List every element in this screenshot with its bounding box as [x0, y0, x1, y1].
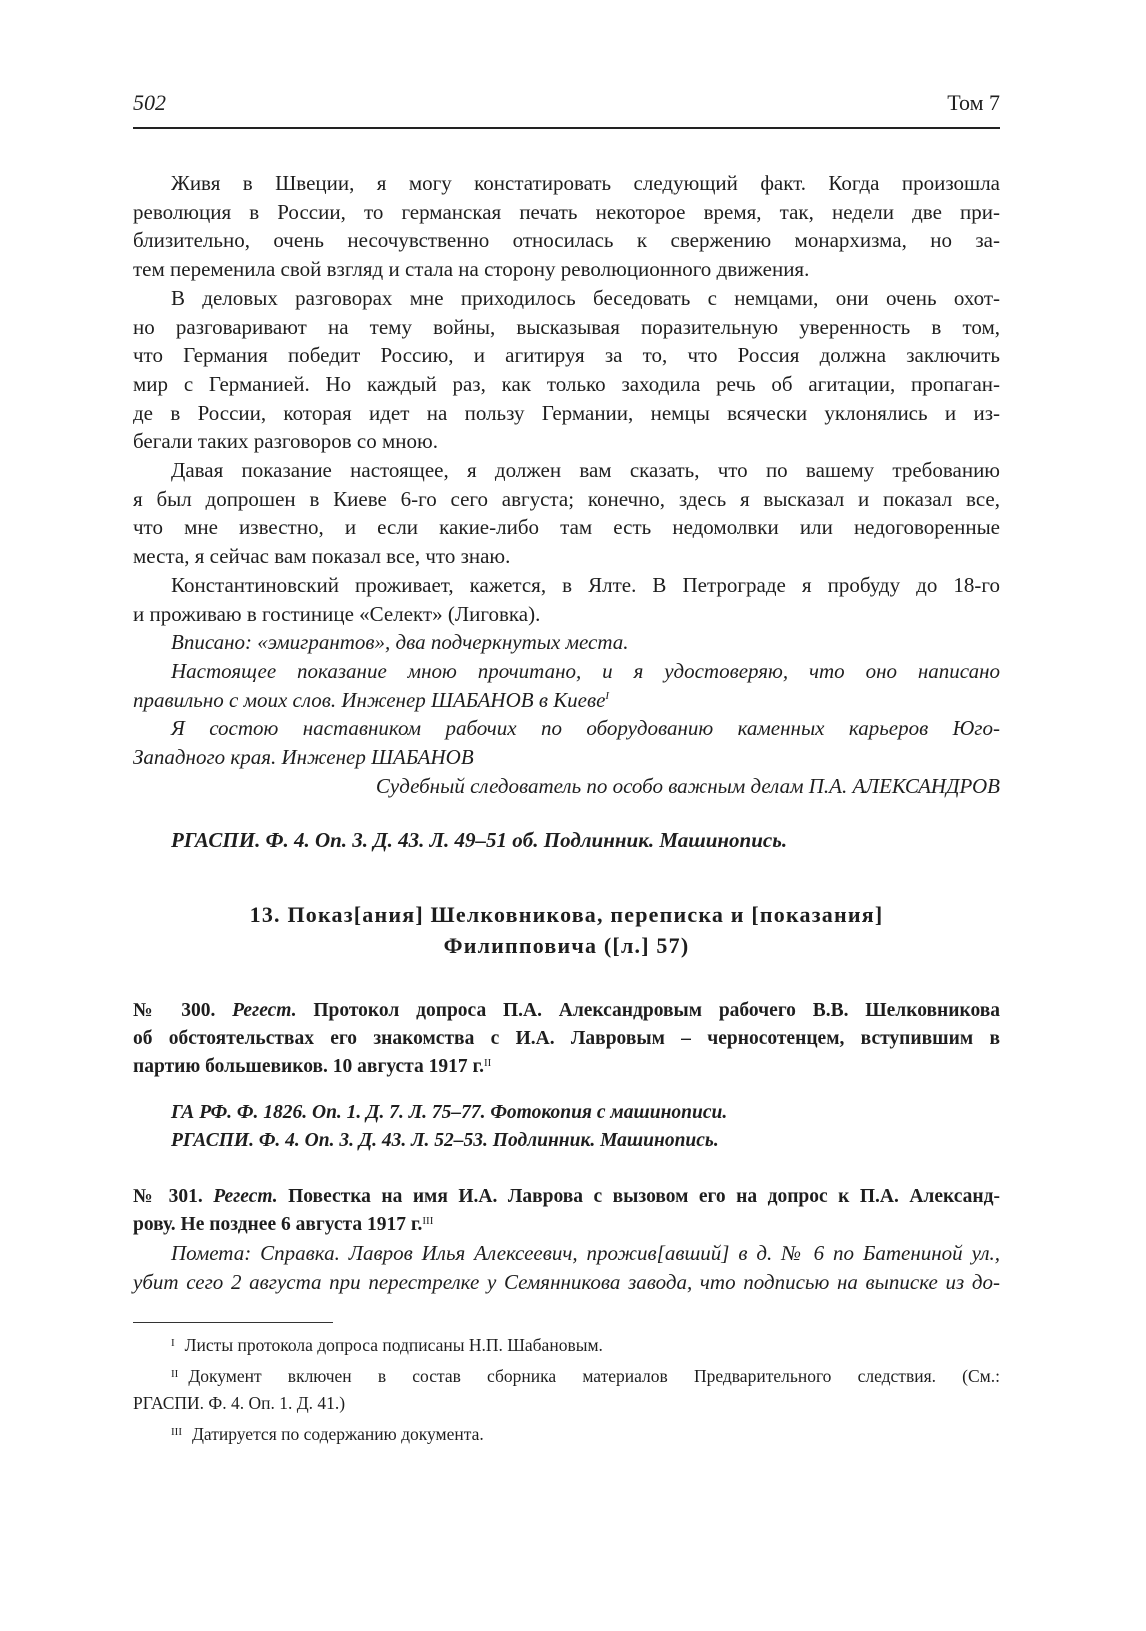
signature [133, 772, 1000, 801]
heading-line: 13. Показ[ания] Шелковникова, переписка и [показания] [249, 902, 884, 928]
text-line: я был допрошен в Киеве 6-го сего августа; конечно, здесь я высказал и показал все, [133, 486, 1000, 511]
text-line: что Германия победит Россию, и агитируя за то, что Россия должна заключить [133, 343, 1000, 368]
text-line: мир с Германией. Но каждый раз, как только заходила речь об агитации, пропаган- [133, 371, 1000, 396]
text-line: партию большевиков. 10 августа 1917 г. [133, 1056, 484, 1078]
footnote-mark: I [171, 1337, 175, 1349]
document-301-note [133, 1239, 1000, 1296]
footnote-ref: III [422, 1215, 434, 1228]
document-300-regest [133, 997, 1000, 1081]
footnote-ref: I [605, 689, 610, 702]
text-line [133, 997, 1000, 1025]
annotation-read [133, 657, 1000, 714]
heading-line: Филипповича ([л.] 57) [443, 933, 690, 959]
text-line: РГАСПИ. Ф. 4. Оп. 3. Д. 43. Л. 49–51 об. Подлинник. Машинопись. [171, 828, 788, 853]
text-line: бегали таких разговоров со мною. [133, 429, 438, 454]
text-line [133, 1332, 1000, 1359]
text-line: но разговаривают на тему войны, высказывая поразительную уверенность в том, [133, 314, 1000, 339]
text-line: об обстоятельствах его знакомства с И.А. Лавровым – черносотенцем, вступившим в [133, 1028, 1000, 1050]
text-line: Настоящее показание мною прочитано, и я удостоверяю, что оно написано [171, 658, 1000, 683]
footnote [133, 1332, 1000, 1359]
archive-source [133, 826, 1000, 855]
text-line: Я состою наставником рабочих по оборудованию каменных карьеров Юго- [171, 716, 1000, 741]
footnote-mark: III [171, 1426, 182, 1438]
text-line: Западного края. Инженер ШАБАНОВ [133, 745, 474, 770]
document-301-regest [133, 1183, 1000, 1239]
regest-label: Регест. [232, 1000, 297, 1022]
section-heading [133, 899, 1000, 961]
text-line: Константиновский проживает, кажется, в Ялте. В Петрограде я пробуду до 18-го [171, 572, 1000, 597]
text-line: Вписано: «эмигрантов», два подчеркнутых места. [171, 630, 629, 655]
text-line: и проживаю в гостинице «Селект» (Лиговка). [133, 601, 541, 626]
annotation-inserted [133, 628, 1000, 657]
text-line: Документ включен в состав сборника материалов Предварительного следствия. (См.: [188, 1366, 1000, 1386]
header-rule [133, 127, 1000, 129]
text-line: Повестка на имя И.А. Лаврова с вызовом его на допрос к П.А. Александ- [288, 1186, 1000, 1208]
text-line [133, 1363, 1000, 1390]
paragraph [133, 284, 1000, 456]
paragraph [133, 456, 1000, 571]
text-line: правильно с моих слов. Инженер ШАБАНОВ в Киеве [133, 687, 606, 712]
paragraph [133, 571, 1000, 628]
text-line: Давая показание настоящее, я должен вам сказать, что по вашему требованию [171, 458, 1000, 483]
doc-number: № 301. [133, 1186, 203, 1208]
doc-number: № 300. [133, 1000, 216, 1022]
text-line: де в России, которая идет на пользу Германии, немцы всячески уклонялись и из- [133, 400, 1000, 425]
text-line [133, 1053, 1000, 1081]
text-line: революция в России, то германская печать некоторое время, так, недели две при- [133, 199, 1000, 224]
annotation-mentor [133, 714, 1000, 771]
page-number: 502 [133, 90, 166, 115]
footnote [133, 1421, 1000, 1448]
text-line: рову. Не позднее 6 августа 1917 г. [133, 1214, 423, 1236]
text-line: Листы протокола допроса подписаны Н.П. Шабановым. [184, 1335, 603, 1355]
footnote [133, 1363, 1000, 1417]
footnote-rule [133, 1322, 333, 1323]
text-line: В деловых разговорах мне приходилось беседовать с немцами, они очень охот- [171, 285, 1000, 310]
source-line: РГАСПИ. Ф. 4. Оп. 3. Д. 43. Л. 52–53. Подлинник. Машинопись. [171, 1130, 719, 1152]
running-header [133, 90, 1000, 118]
text-line: тем переменила свой взгляд и стала на сторону революционного движения. [133, 257, 810, 282]
text-line [133, 1183, 1000, 1211]
footnote-mark: II [171, 1368, 179, 1380]
text-line [133, 1421, 1000, 1448]
paragraph [133, 169, 1000, 284]
text-line: Протокол допроса П.А. Александровым рабочего В.В. Шелковникова [313, 1000, 1001, 1022]
text-line: места, я сейчас вам показал все, что знаю. [133, 544, 511, 569]
text-line: что мне известно, и если какие-либо там есть недомолвки или недоговоренные [133, 515, 1000, 540]
text-line: убит сего 2 августа при перестрелке у Семянникова завода, что подписью на выписке из до- [133, 1269, 1000, 1294]
testimony-paragraphs [133, 169, 1000, 628]
text-line [133, 686, 1000, 715]
footnote-ref: II [483, 1057, 492, 1070]
text-line: Помета: Справка. Лавров Илья Алексеевич, прожив[авший] в д. № 6 по Батениной ул., [171, 1241, 1000, 1266]
text-line: Судебный следователь по особо важным делам П.А. АЛЕКСАНДРОВ [375, 773, 1000, 798]
document-300-sources [133, 1099, 1000, 1155]
regest-label: Регест. [213, 1186, 278, 1208]
volume-label: Том 7 [947, 90, 1000, 115]
text-line: Датируется по содержанию документа. [192, 1424, 484, 1444]
source-line: ГА РФ. Ф. 1826. Оп. 1. Д. 7. Л. 75–77. Фотокопия с машинописи. [171, 1102, 728, 1124]
page-body [133, 169, 1000, 1297]
text-line [133, 1211, 1000, 1239]
footnotes [133, 1332, 1000, 1452]
text-line: Живя в Швеции, я могу констатировать следующий факт. Когда произошла [171, 171, 1000, 195]
text-line: РГАСПИ. Ф. 4. Оп. 1. Д. 41.) [133, 1393, 346, 1413]
text-line: близительно, очень несочувственно относилась к свержению монархизма, но за- [133, 228, 1000, 253]
